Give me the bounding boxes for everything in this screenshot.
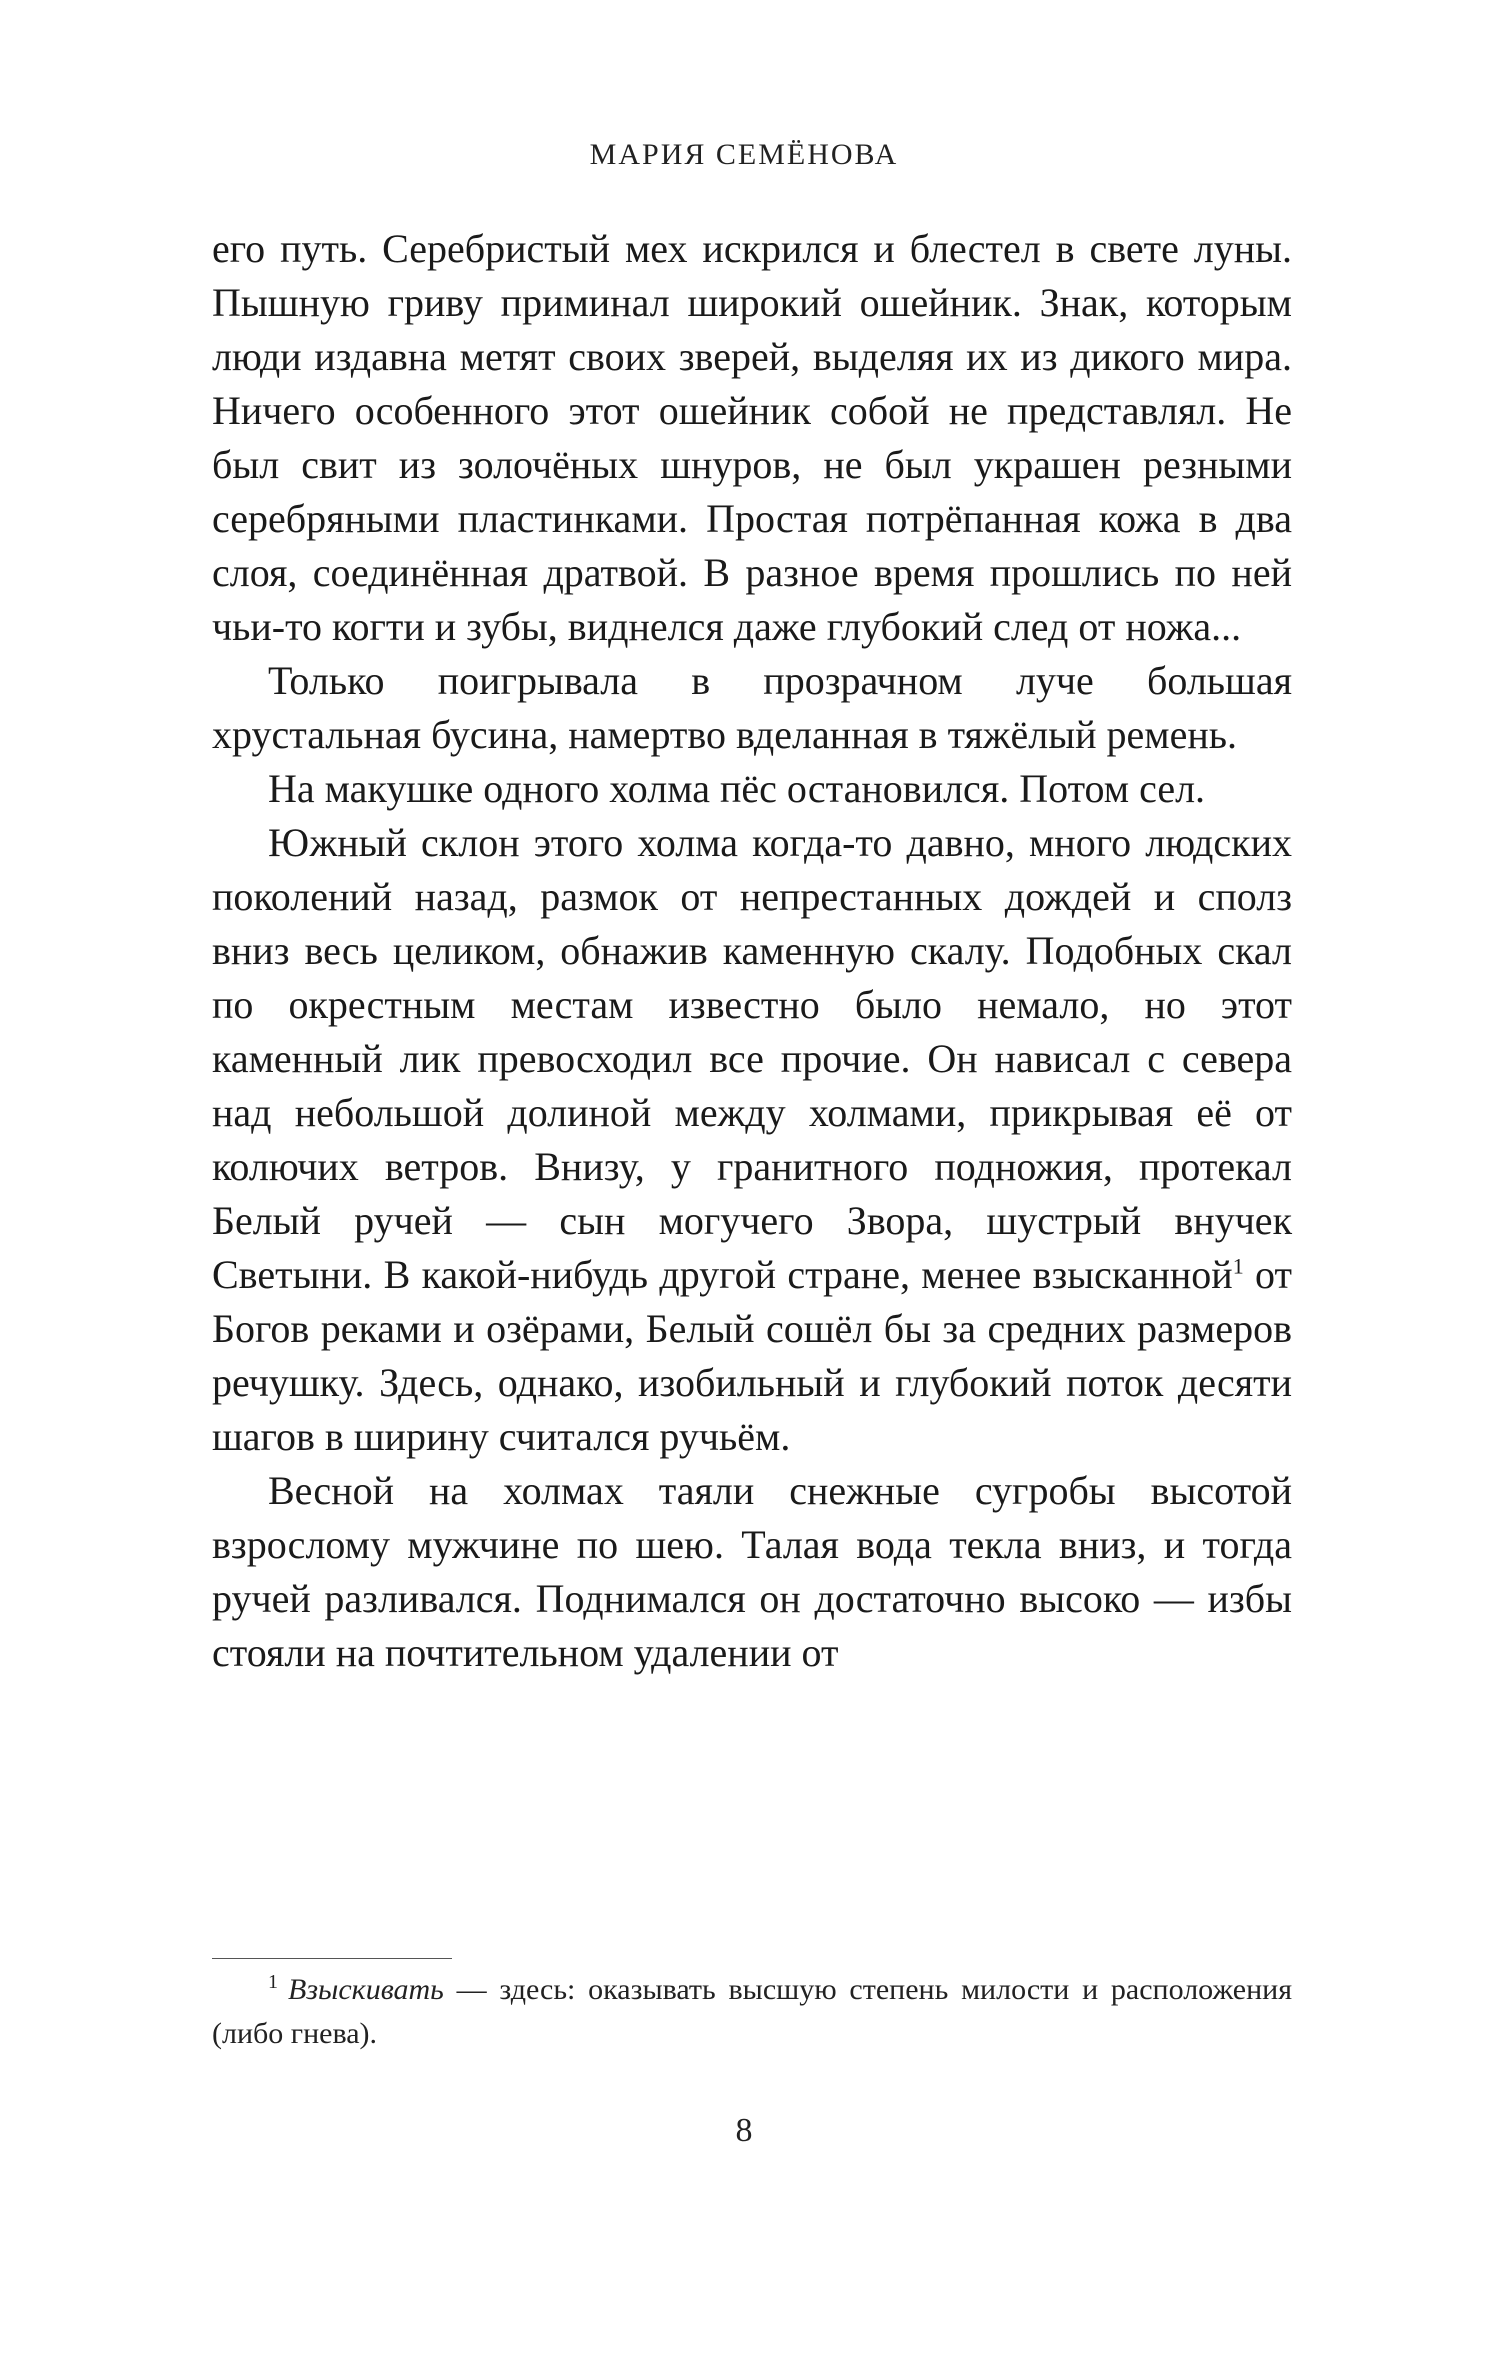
- footnote-mark: 1: [268, 1971, 278, 1993]
- footnote-term: Взыскивать: [288, 1973, 444, 2006]
- footnote-text: — здесь: оказывать высшую степень милости и расположения (либо гнева).: [212, 1973, 1292, 2050]
- body-text: [212, 222, 1292, 1680]
- paragraph-4: [212, 816, 1292, 1464]
- paragraph-3: На макушке одного холма пёс остановился. Потом сел.: [268, 766, 1206, 811]
- running-head: МАРИЯ СЕМЁНОВА: [589, 138, 899, 171]
- page-number: 8: [735, 2112, 753, 2149]
- footnote: [212, 1968, 1292, 2056]
- paragraph-2: Только поигрывала в прозрачном луче большая хрустальная бусина, намертво вделанная в тяжёлый ремень.: [212, 658, 1292, 757]
- footnote-divider: [212, 1958, 452, 1959]
- footnote-reference: 1: [1232, 1253, 1244, 1279]
- paragraph-4-part-2: от Богов реками и озёрами, Белый сошёл бы за средних размеров речушку. Здесь, однако, изобильный и глубокий поток десяти шагов в ширину считался ручьём.: [212, 1252, 1293, 1459]
- paragraph-5: Весной на холмах таяли снежные сугробы высотой взрослому мужчине по шею. Талая вода текла вниз, и тогда ручей разливался. Поднимался он достаточно высоко — избы стояли на почтительном удалении от: [212, 1468, 1292, 1675]
- paragraph-1: его путь. Серебристый мех искрился и блестел в свете луны. Пышную гриву приминал широкий ошейник. Знак, которым люди издавна метят своих зверей, выделяя их из дикого мира. Ничего особенного этот ошейник собой не представлял. Не был свит из золочёных шнуров, не был украшен резными серебряными пластинками. Простая потрёпанная кожа в два слоя, соединённая дратвой. В разное время прошлись по ней чьи-то когти и зубы, виднелся даже глубокий след от ножа...: [212, 226, 1292, 649]
- paragraph-4-part-1: Южный склон этого холма когда-то давно, много людских поколений назад, размок от непрестанных дождей и сполз вниз весь целиком, обнажив каменную скалу. Подобных скал по окрестным местам известно было немало, но этот каменный лик превосходил все прочие. Он нависал с севера над небольшой долиной между холмами, прикрывая её от колючих ветров. Внизу, у гранитного подножия, протекал Белый ручей — сын могучего Звора, шустрый внучек Светыни. В какой-нибудь другой стране, менее взысканной: [212, 820, 1292, 1297]
